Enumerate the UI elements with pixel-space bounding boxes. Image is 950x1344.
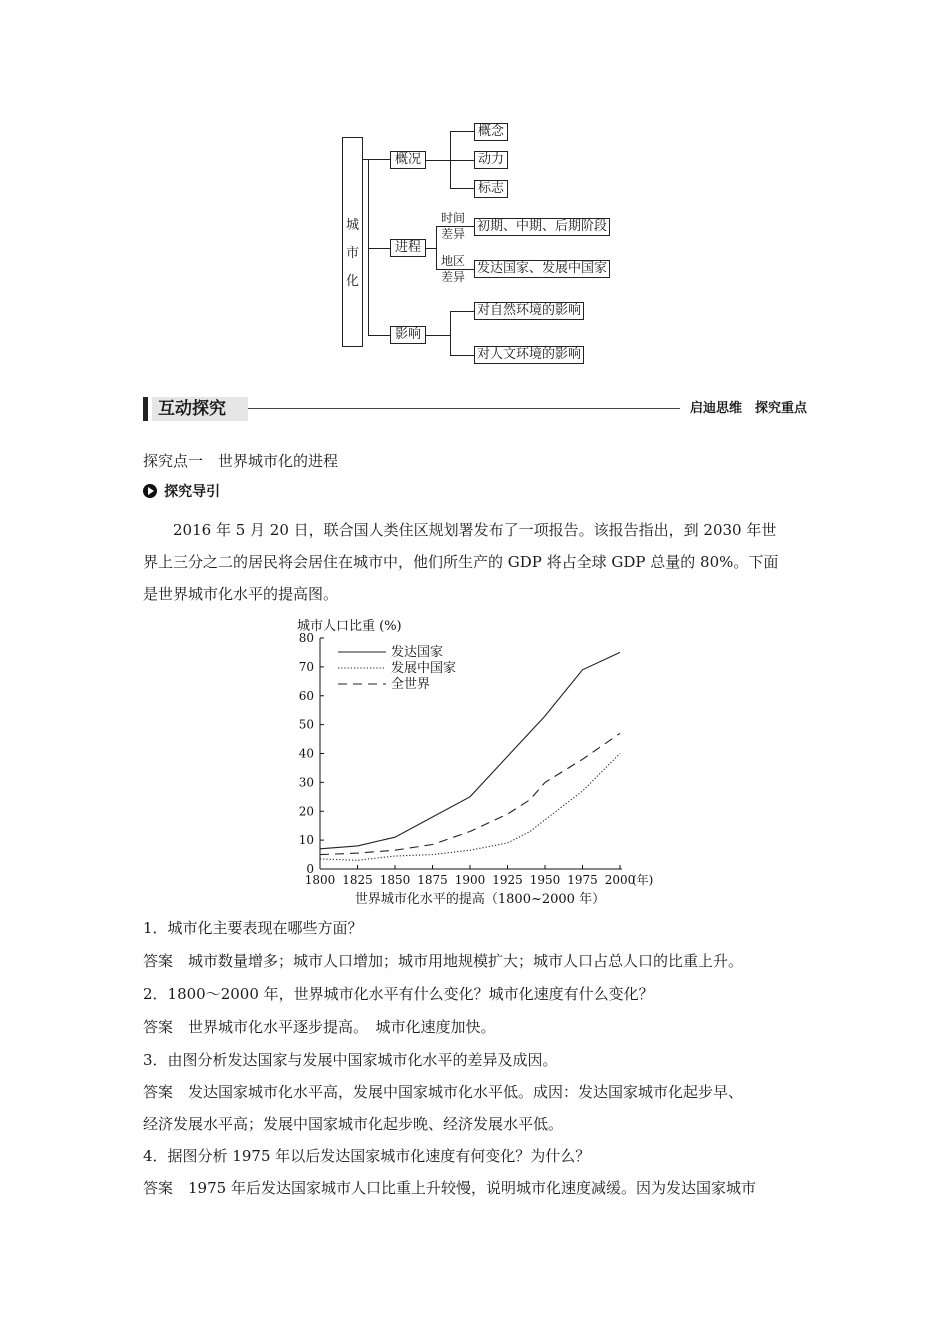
y-tick-label: 20 bbox=[298, 804, 314, 819]
series-line-solid bbox=[320, 652, 620, 848]
section-title: 互动探究 bbox=[152, 397, 248, 421]
x-tick-label: 1800 bbox=[304, 873, 336, 887]
answer-1: 答案 城市数量增多；城市人口增加；城市用地规模扩大；城市人口占总人口的比重上升。 bbox=[143, 952, 744, 970]
x-tick-label: 1875 bbox=[417, 873, 448, 887]
question-3: 3．由图分析发达国家与发展中国家城市化水平的差异及成因。 bbox=[143, 1051, 558, 1069]
question-4: 4．据图分析 1975 年以后发达国家城市化速度有何变化？为什么？ bbox=[143, 1147, 591, 1165]
mindmap-process: 进程 bbox=[390, 239, 426, 257]
mindmap-root-label: 城 市 化 bbox=[345, 218, 359, 289]
x-axis-unit: (年) bbox=[632, 873, 654, 887]
y-tick-label: 0 bbox=[306, 862, 314, 876]
x-tick-label: 1950 bbox=[529, 873, 561, 887]
legend-label: 发展中国家 bbox=[391, 661, 457, 676]
x-axis bbox=[305, 865, 654, 887]
answer-2: 答案 世界城市化水平逐步提高。 城市化速度加快。 bbox=[143, 1018, 496, 1036]
answer-4: 答案 1975 年后发达国家城市人口比重上升较慢，说明城市化速度减缓。因为发达国家城市 bbox=[143, 1179, 756, 1197]
legend-label: 发达国家 bbox=[391, 645, 444, 660]
series-line-dashed bbox=[320, 733, 620, 854]
mindmap-time-value: 初期、中期、后期阶段 bbox=[474, 218, 610, 236]
x-tick-label: 2000 bbox=[604, 873, 636, 887]
question-1: 1．城市化主要表现在哪些方面？ bbox=[143, 919, 363, 937]
answer-3-cont: 经济发展水平高；发展中国家城市化起步晚、经济发展水平低。 bbox=[143, 1115, 564, 1133]
mindmap-overview: 概况 bbox=[390, 151, 426, 169]
mindmap-impact: 影响 bbox=[390, 326, 426, 344]
play-circle-icon bbox=[143, 484, 157, 498]
x-tick-label: 1925 bbox=[492, 873, 523, 887]
mindmap-driver: 动力 bbox=[474, 151, 508, 169]
mindmap-time-label: 时间 差异 bbox=[441, 211, 466, 241]
chart-series bbox=[320, 652, 620, 860]
y-tick-label: 70 bbox=[298, 659, 314, 674]
answer-3: 答案 发达国家城市化水平高，发展中国家城市化水平低。成因：发达国家城市化起步早、 bbox=[143, 1083, 744, 1101]
x-tick-label: 1850 bbox=[379, 873, 411, 887]
x-tick-label: 1825 bbox=[342, 873, 373, 887]
y-axis bbox=[299, 631, 324, 876]
section-rule bbox=[248, 408, 680, 409]
y-tick-label: 80 bbox=[298, 631, 314, 645]
chart-ylabel: 城市人口比重 (%) bbox=[297, 619, 402, 634]
mindmap-region-value: 发达国家、发展中国家 bbox=[474, 260, 610, 278]
y-tick-label: 50 bbox=[298, 717, 314, 732]
guide-heading: 探究导引 bbox=[143, 480, 220, 500]
question-2: 2．1800～2000 年，世界城市化水平有什么变化？城市化速度有什么变化？ bbox=[143, 985, 654, 1003]
section-right-label: 启迪思维 探究重点 bbox=[690, 401, 808, 416]
x-tick-label: 1900 bbox=[454, 873, 486, 887]
topic-heading: 探究点一 世界城市化的进程 bbox=[143, 452, 339, 470]
y-tick-label: 40 bbox=[298, 746, 314, 761]
section-bar bbox=[143, 397, 148, 421]
legend-label: 全世界 bbox=[391, 677, 431, 692]
mindmap-indicator: 标志 bbox=[474, 180, 508, 198]
x-tick-label: 1975 bbox=[567, 873, 598, 887]
chart-legend bbox=[338, 644, 456, 692]
mindmap-natural-impact: 对自然环境的影响 bbox=[474, 302, 584, 320]
mindmap-concept: 概念 bbox=[474, 123, 508, 141]
y-tick-label: 30 bbox=[298, 775, 314, 790]
y-tick-label: 60 bbox=[298, 688, 314, 703]
urbanization-chart bbox=[0, 612, 950, 912]
mindmap-human-impact: 对人文环境的影响 bbox=[474, 346, 584, 364]
chart-title: 世界城市化水平的提高（1800~2000 年） bbox=[354, 892, 606, 907]
mindmap-region-label: 地区 差异 bbox=[441, 254, 466, 284]
y-tick-label: 10 bbox=[298, 833, 314, 848]
